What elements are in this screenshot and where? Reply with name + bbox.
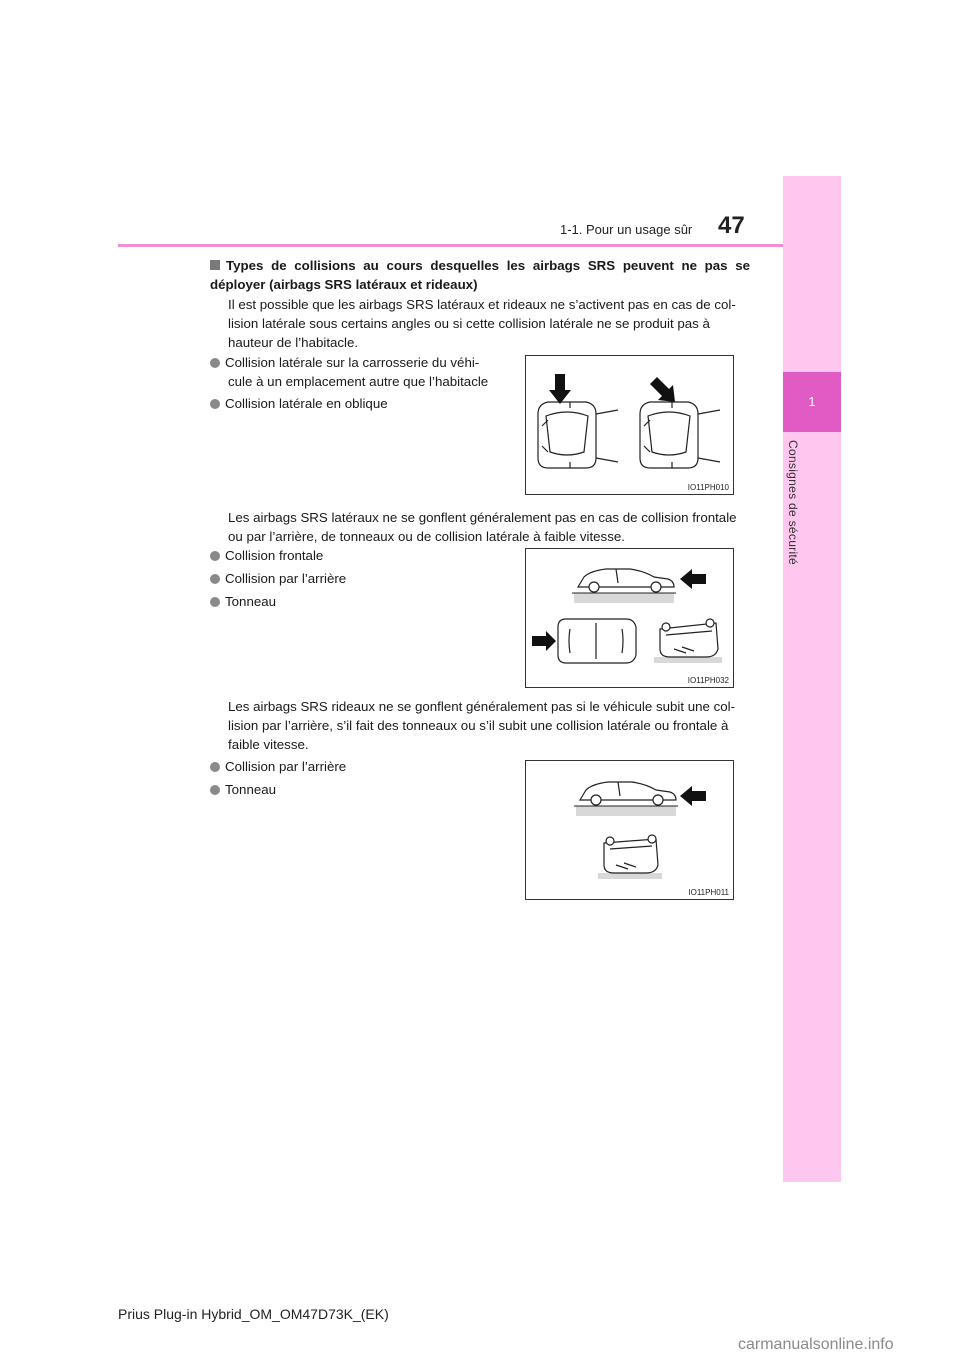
figure-side-collision <box>525 355 734 495</box>
section-heading: Types de collisions au cours desquelles les airbags SRS peuvent ne pas se déployer (airbags SRS latéraux et rideaux) <box>210 258 750 292</box>
text-line: hauteur de l’habitacle. <box>228 335 359 350</box>
page-number: 47 <box>718 212 745 239</box>
figure-code: IO11PH032 <box>687 676 729 685</box>
list-item: Collision frontale <box>210 546 323 565</box>
chapter-label: Consignes de sécurité <box>786 440 800 566</box>
figure-code: IO11PH010 <box>687 483 729 492</box>
text-line: Les airbags SRS latéraux ne se gonflent généralement pas en cas de collision frontale <box>228 510 737 525</box>
footer-manual-id: Prius Plug-in Hybrid_OM_OM47D73K_(EK) <box>118 1306 389 1322</box>
bullet-icon <box>210 399 220 409</box>
list-item: Collision latérale en oblique <box>210 394 388 413</box>
bullet-icon <box>210 762 220 772</box>
watermark: carmanualsonline.info <box>738 1336 894 1353</box>
bullet-icon <box>210 785 220 795</box>
paragraph <box>228 697 746 754</box>
list-item: Tonneau <box>210 780 276 799</box>
bullet-icon <box>210 574 220 584</box>
bullet-icon <box>210 358 220 368</box>
text-line: ou par l’arrière, de tonneaux ou de collision latérale à faible vitesse. <box>228 529 625 544</box>
text-line: lision latérale sous certains angles ou si cette collision latérale ne se produit pas à <box>228 316 710 331</box>
square-bullet-icon <box>210 260 220 270</box>
figure-code: IO11PH011 <box>688 888 729 897</box>
list-item: Collision par l’arrière <box>210 757 346 776</box>
paragraph <box>228 508 746 546</box>
chapter-tab <box>783 176 841 1182</box>
bullet-icon <box>210 597 220 607</box>
chapter-number: 1 <box>808 394 816 409</box>
bullet-icon <box>210 551 220 561</box>
text-line: Il est possible que les airbags SRS latéraux et rideaux ne s’activent pas en cas de col- <box>228 297 736 312</box>
figure-front-rear-rollover <box>525 548 734 688</box>
rear-rollover-illustration <box>526 761 733 899</box>
list-item: Collision par l’arrière <box>210 569 346 588</box>
header-rule <box>118 244 783 247</box>
front-rear-rollover-illustration <box>526 549 733 687</box>
list-item: Collision latérale sur la carrosserie du véhi- cule à un emplacement autre que l’habitacle <box>210 353 506 391</box>
figure-rear-rollover <box>525 760 734 900</box>
text-line: lision par l’arrière, s’il fait des tonneaux ou s’il subit une collision latérale ou frontale à <box>228 718 729 733</box>
side-collision-illustration <box>526 356 733 494</box>
text-line: faible vitesse. <box>228 737 309 752</box>
text-line: Les airbags SRS rideaux ne se gonflent généralement pas si le véhicule subit une col- <box>228 699 736 714</box>
intro-paragraph <box>228 295 746 352</box>
section-title: 1-1. Pour un usage sûr <box>560 222 693 237</box>
list-item: Tonneau <box>210 592 276 611</box>
